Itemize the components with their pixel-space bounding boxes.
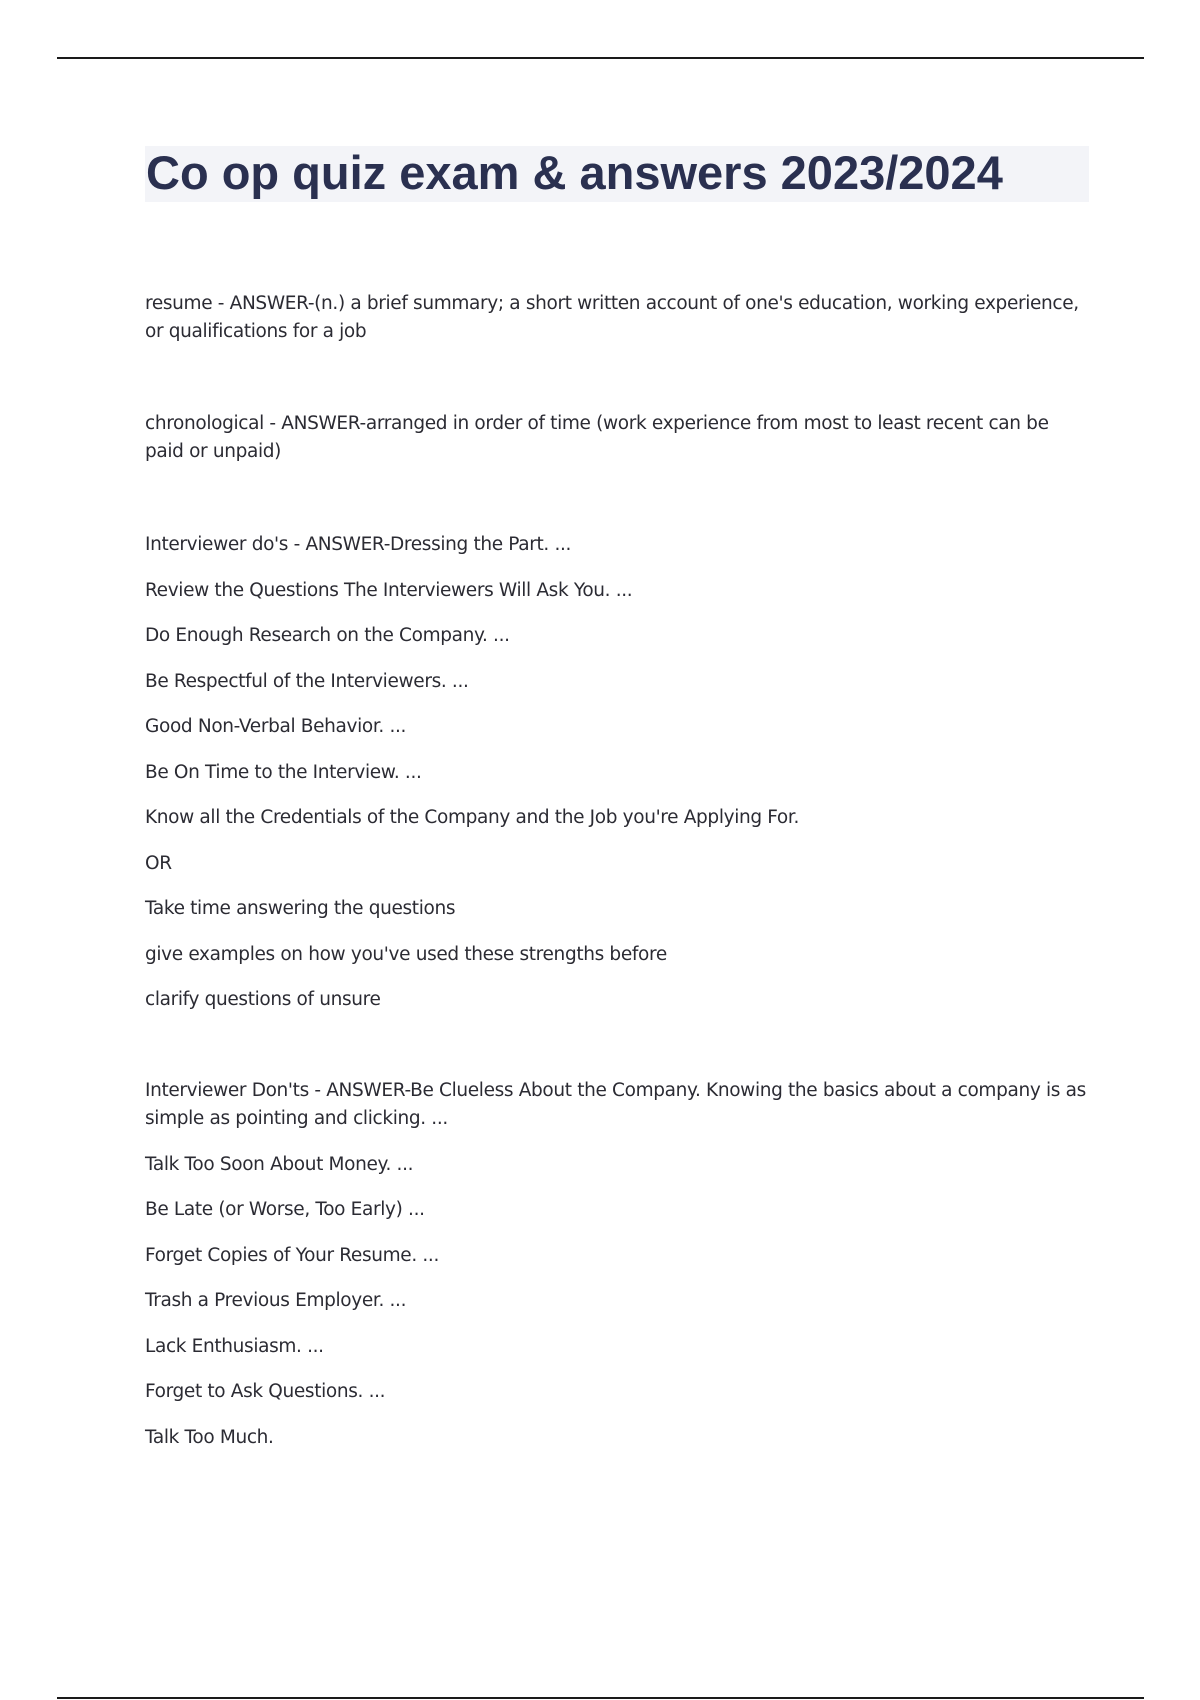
list-item: clarify questions of unsure: [145, 989, 381, 1010]
list-item: Good Non-Verbal Behavior. ...: [145, 716, 407, 737]
list-item: Do Enough Research on the Company. ...: [145, 625, 510, 646]
document-title: Co op quiz exam & answers 2023/2024: [146, 146, 1003, 199]
list-item: Talk Too Soon About Money. ...: [145, 1154, 414, 1175]
list-item: give examples on how you've used these strengths before: [145, 944, 667, 965]
list-item: Forget Copies of Your Resume. ...: [145, 1245, 439, 1266]
list-item: Be Respectful of the Interviewers. ...: [145, 671, 469, 692]
entry-chronological: chronological - ANSWER-arranged in order of time (work experience from most to least recent can be paid or unpaid): [145, 413, 1049, 462]
list-item: Forget to Ask Questions. ...: [145, 1381, 386, 1402]
top-rule: [57, 57, 1144, 59]
list-item: Trash a Previous Employer. ...: [145, 1290, 407, 1311]
bottom-rule: [57, 1697, 1144, 1699]
list-item: OR: [145, 853, 172, 874]
entry-interviewer-donts: Interviewer Don'ts - ANSWER-Be Clueless About the Company. Knowing the basics about a company is as simple as pointing and clicking. ...: [145, 1080, 1086, 1129]
list-item: Review the Questions The Interviewers Will Ask You. ...: [145, 580, 633, 601]
list-item: Be On Time to the Interview. ...: [145, 762, 422, 783]
list-item: Lack Enthusiasm. ...: [145, 1336, 324, 1357]
entry-resume: resume - ANSWER-(n.) a brief summary; a short written account of one's education, working experience, or qualifications for a job: [145, 293, 1079, 342]
list-item: Take time answering the questions: [145, 898, 456, 919]
list-item: Be Late (or Worse, Too Early) ...: [145, 1199, 425, 1220]
list-item: Know all the Credentials of the Company and the Job you're Applying For.: [145, 807, 799, 828]
list-item: Talk Too Much.: [145, 1427, 274, 1448]
entry-interviewer-dos: Interviewer do's - ANSWER-Dressing the Part. ...: [145, 534, 572, 555]
